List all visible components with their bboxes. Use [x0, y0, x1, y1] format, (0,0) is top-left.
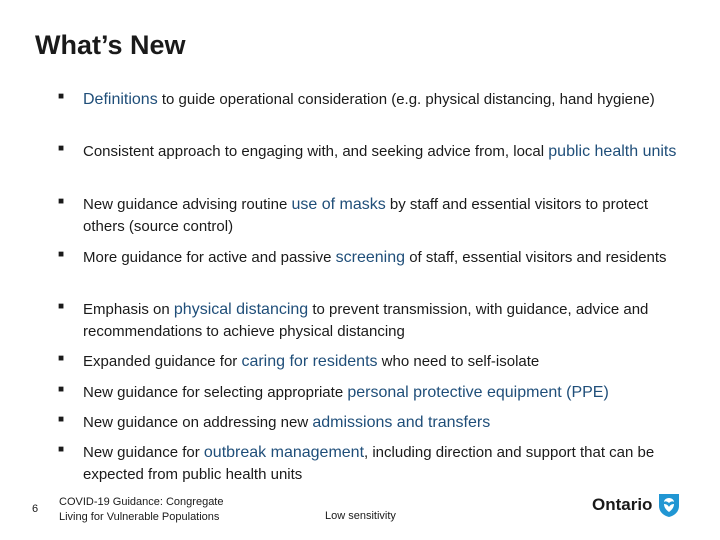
- bullet-item: [58, 412, 678, 434]
- bullet-text-segment: of staff, essential visitors and residents: [405, 249, 667, 266]
- bullet-item: [58, 194, 678, 238]
- bullet-text: [83, 382, 678, 404]
- ontario-logo: [592, 492, 681, 518]
- bullet-text: [83, 299, 678, 343]
- logo-text: Ontario: [592, 495, 653, 514]
- bullet-text-segment: to prevent transmission, with guidance, advice and recommendations to achieve physical distancing: [83, 301, 649, 340]
- square-bullet-icon: ■: [58, 196, 65, 207]
- bullet-item: [58, 351, 678, 373]
- bullet-text-segment: More guidance for active and passive: [83, 249, 336, 266]
- square-bullet-icon: ■: [58, 249, 65, 260]
- highlighted-term: use of masks: [291, 196, 386, 213]
- bullet-text: [83, 194, 678, 238]
- square-bullet-icon: ■: [58, 91, 65, 102]
- sensitivity-label: Low sensitivity: [325, 510, 396, 522]
- page-number: 6: [32, 503, 39, 515]
- highlighted-term: Definitions: [83, 91, 158, 108]
- bullet-text-segment: New guidance on addressing new: [83, 414, 313, 431]
- bullet-text-segment: New guidance advising routine: [83, 196, 292, 213]
- footer-document-title: [59, 495, 259, 525]
- highlighted-term: caring for residents: [241, 353, 378, 370]
- bullet-text: [83, 412, 678, 434]
- bullet-text: [83, 351, 678, 373]
- highlighted-term: physical distancing: [173, 301, 309, 318]
- bullet-item: [58, 89, 678, 111]
- bullet-item: [58, 141, 678, 163]
- highlighted-term: personal protective equipment (PPE): [347, 384, 609, 401]
- highlighted-term: outbreak management: [203, 444, 365, 461]
- bullet-text-segment: , including direction and support that can be expected from public health units: [83, 444, 655, 483]
- bullet-text-segment: to guide operational consideration (e.g. physical distancing, hand hygiene): [157, 91, 655, 108]
- highlighted-term: admissions and transfers: [312, 414, 491, 431]
- footer-document-line: COVID-19 Guidance: Congregate: [59, 496, 224, 508]
- highlighted-term: public health units: [548, 143, 677, 160]
- bullet-text: [83, 141, 678, 163]
- bullet-item: [58, 299, 678, 343]
- bullet-text-segment: New guidance for: [83, 444, 204, 461]
- bullet-text-segment: Emphasis on: [83, 301, 174, 318]
- square-bullet-icon: ■: [58, 301, 65, 312]
- bullet-text-segment: New guidance for selecting appropriate: [83, 384, 348, 401]
- bullet-text-segment: Expanded guidance for: [83, 353, 242, 370]
- highlighted-term: screening: [335, 249, 406, 266]
- bullet-text: [83, 442, 678, 486]
- bullet-text-segment: by staff and essential visitors to protect others (source control): [83, 196, 649, 235]
- bullet-item: [58, 442, 678, 486]
- bullet-text: [83, 247, 678, 269]
- square-bullet-icon: ■: [58, 414, 65, 425]
- square-bullet-icon: ■: [58, 353, 65, 364]
- bullet-text-segment: who need to self-isolate: [377, 353, 540, 370]
- bullet-item: [58, 382, 678, 404]
- bullet-item: [58, 247, 678, 269]
- bullet-text-segment: Consistent approach to engaging with, and seeking advice from, local: [83, 143, 549, 160]
- footer-document-line: Living for Vulnerable Populations: [59, 511, 220, 523]
- square-bullet-icon: ■: [58, 384, 65, 395]
- square-bullet-icon: ■: [58, 444, 65, 455]
- ontario-trillium-logo-icon: [657, 492, 681, 518]
- bullet-text: [83, 89, 678, 111]
- slide-title: What’s New: [35, 30, 186, 60]
- square-bullet-icon: ■: [58, 143, 65, 154]
